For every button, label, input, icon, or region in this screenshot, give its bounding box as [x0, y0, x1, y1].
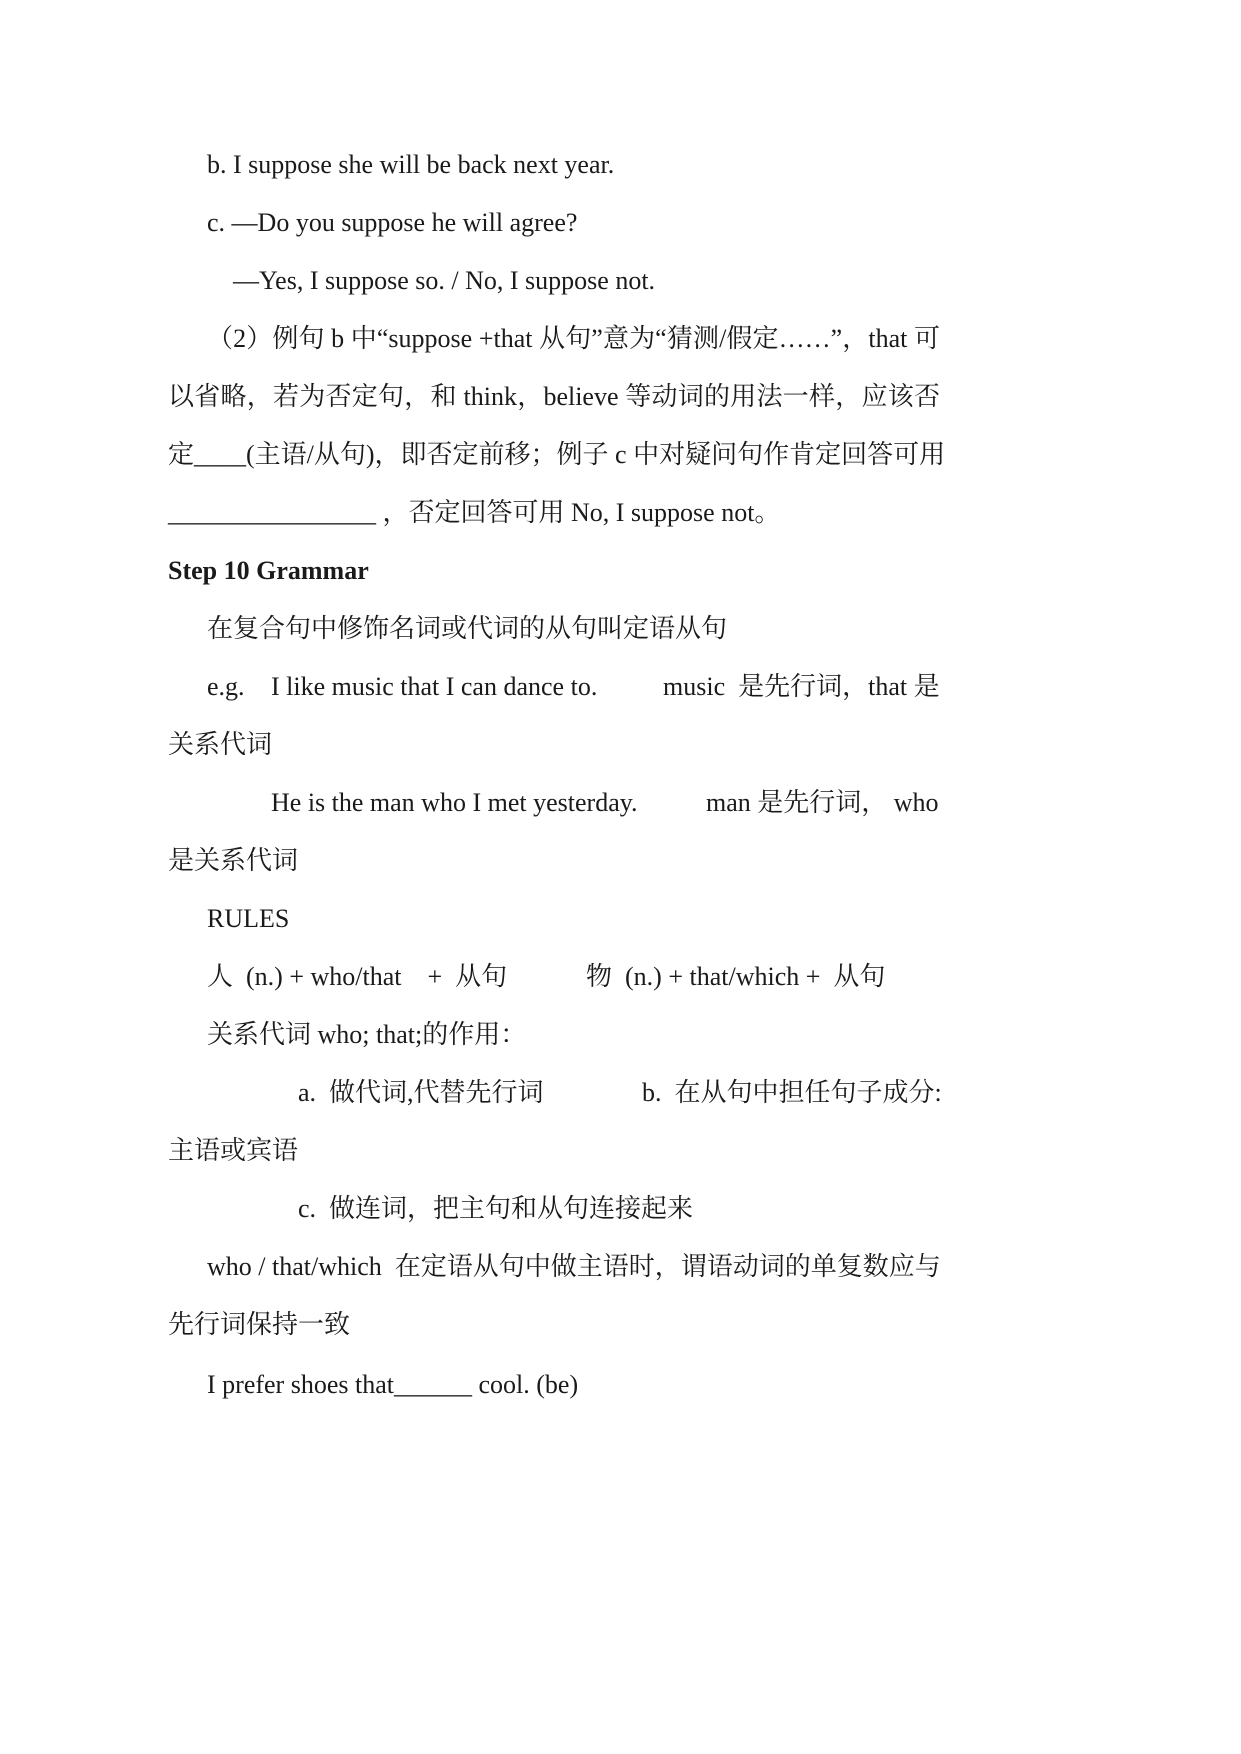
agreement-rule: who / that/which 在定语从句中做主语时，谓语动词的单复数应与 — [207, 1252, 941, 1281]
agreement-rule-cont: 先行词保持一致 — [168, 1310, 351, 1339]
step-heading: Step 10 Grammar — [168, 556, 369, 585]
rule-thing: 物 (n.) + that/which + 从句 — [586, 962, 886, 991]
function-title: 关系代词 who; that;的作用： — [207, 1020, 527, 1049]
example2-sentence: He is the man who I met yesterday. — [271, 788, 638, 817]
function-b-cont: 主语或宾语 — [168, 1136, 299, 1165]
explanation-line-4: ________________ ，否定回答可用 No, I suppose not。 — [168, 498, 781, 527]
exercise-sentence: I prefer shoes that______ cool. (be) — [207, 1370, 579, 1399]
example1-note: music 是先行词，that 是 — [663, 672, 940, 701]
explanation-line-2: 以省略，若为否定句，和 think，believe 等动词的用法一样，应该否 — [168, 382, 940, 411]
example-b-line: b. I suppose she will be back next year. — [207, 150, 615, 179]
example2-note-cont: 是关系代词 — [168, 846, 299, 875]
function-b: b. 在从句中担任句子成分: — [642, 1078, 942, 1107]
explanation-line-3: 定____(主语/从句)，即否定前移；例子 c 中对疑问句作肯定回答可用 — [168, 440, 946, 469]
function-c: c. 做连词，把主句和从句连接起来 — [298, 1194, 694, 1223]
definition-text: 在复合句中修饰名词或代词的从句叫定语从句 — [207, 614, 728, 643]
explanation-line-1: （2）例句 b 中“suppose +that 从句”意为“猜测/假定……”，that 可 — [207, 324, 940, 353]
example2-note: man 是先行词， who — [706, 788, 939, 817]
rules-title: RULES — [207, 904, 290, 933]
rule-person: 人 (n.) + who/that + 从句 — [207, 962, 508, 991]
example-c-question: c. —Do you suppose he will agree? — [207, 208, 578, 237]
example1-note-cont: 关系代词 — [168, 730, 273, 759]
example1-prefix: e.g. — [207, 672, 245, 701]
example-c-answer: —Yes, I suppose so. / No, I suppose not. — [233, 266, 656, 295]
example1-sentence: I like music that I can dance to. — [271, 672, 598, 701]
function-a: a. 做代词,代替先行词 — [298, 1078, 544, 1107]
